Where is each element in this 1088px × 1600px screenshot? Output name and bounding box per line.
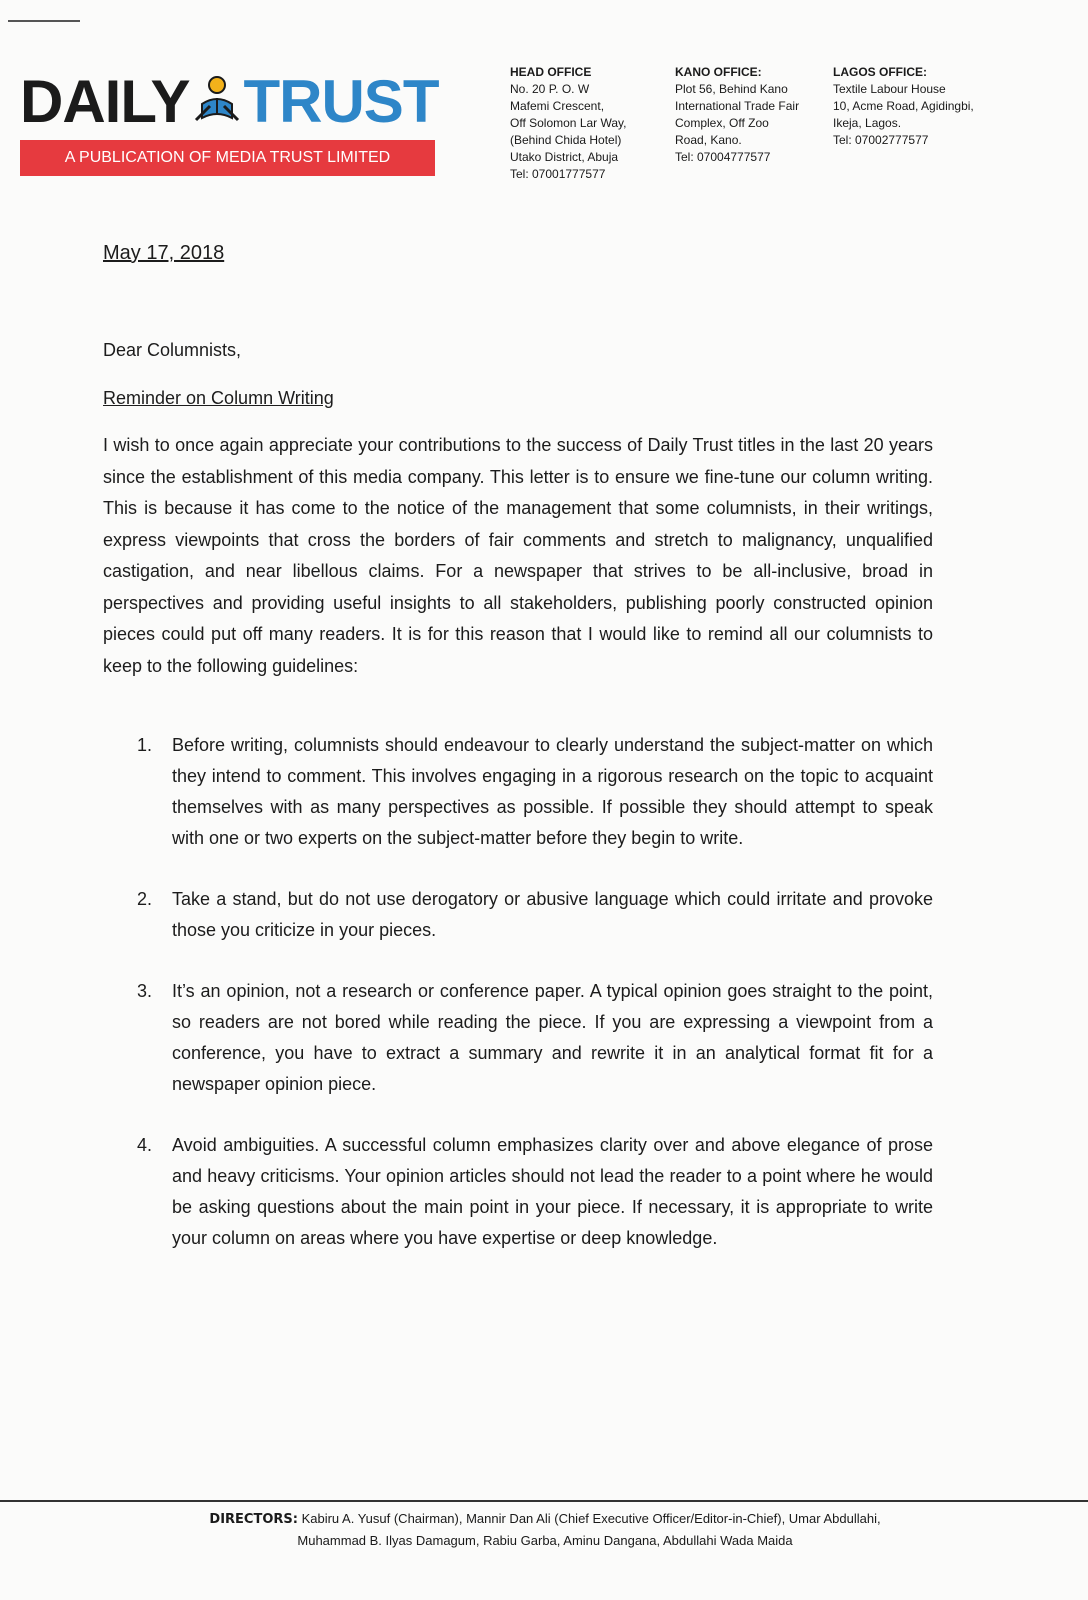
tagline-banner: A PUBLICATION OF MEDIA TRUST LIMITED [20, 140, 435, 176]
logo-trust-text: TRUST [243, 68, 439, 135]
guideline-item [137, 730, 933, 854]
directors-line-2: Muhammad B. Ilyas Damagum, Rabiu Garba, Aminu Dangana, Abdullahi Wada Maida [297, 1533, 793, 1548]
head-office-address [510, 64, 627, 183]
intro-paragraph: I wish to once again appreciate your contributions to the success of Daily Trust titles in the last 20 years since the establishment of this media company. This letter is to ensure we fine-tune our column writing. This is because it has come to the notice of the management that some columnists, in their writings, express viewpoints that cross the borders of fair comments and stretch to malignancy, unqualified castigation, and near libellous claims. For a newspaper that strives to be all-inclusive, broad in perspectives and providing useful insights to all stakeholders, publishing poorly constructed opinion pieces could put off many readers. It is for this reason that I would like to remind all our columnists to keep to the following guidelines: [103, 435, 933, 676]
address-line: Ikeja, Lagos. [833, 116, 902, 130]
guideline-text: Before writing, columnists should endeavour to clearly understand the subject-matter on which they intend to comment. This involves engaging in a rigorous research on the topic to acquaint themselves with as many perspectives as possible. If possible they should attempt to speak with one or two experts on the subject-matter before they begin to write. [172, 735, 933, 848]
address-line: Complex, Off Zoo [675, 116, 769, 130]
address-line: No. 20 P. O. W [510, 82, 590, 96]
address-line: Mafemi Crescent, [510, 99, 605, 113]
guidelines-list [137, 730, 933, 1254]
kano-office-address [675, 64, 799, 166]
guideline-item [137, 1130, 933, 1254]
guideline-number: 4. [137, 1135, 153, 1155]
address-line: Road, Kano. [675, 133, 742, 147]
office-title: LAGOS OFFICE: [833, 65, 927, 79]
office-title: KANO OFFICE: [675, 65, 762, 79]
guideline-text: It’s an opinion, not a research or conference paper. A typical opinion goes straight to the point, so readers are not bored while reading the piece. If you are expressing a viewpoint from a conference, you have to extract a summary and rewrite it in an analytical format fit for a newspaper opinion piece. [172, 981, 933, 1094]
address-line: (Behind Chida Hotel) [510, 133, 622, 147]
address-line: Utako District, Abuja [510, 150, 619, 164]
directors-label: DIRECTORS: [209, 1512, 298, 1527]
address-line: Off Solomon Lar Way, [510, 116, 627, 130]
address-line: International Trade Fair [675, 99, 800, 113]
directors-names-1: Kabiru A. Yusuf (Chairman), Mannir Dan Ali (Chief Executive Officer/Editor-in-Chief), Umar Abdullahi, [297, 1511, 881, 1526]
address-phone: Tel: 07001777577 [510, 167, 606, 181]
guideline-text: Avoid ambiguities. A successful column emphasizes clarity over and above elegance of prose and heavy criticisms. Your opinion articles should not lead the reader to a point where he would be asking questions about the main point in your piece. If necessary, it is appropriate to write your column on areas where you have expertise or deep knowledge. [172, 1135, 933, 1248]
office-title: HEAD OFFICE [510, 65, 592, 79]
directors-line-1 [80, 1508, 1010, 1530]
guideline-number: 3. [137, 981, 153, 1001]
logo-daily-text: DAILY [20, 68, 190, 135]
lagos-office-address [833, 64, 974, 149]
brand-header [20, 68, 440, 176]
salutation: Dear Columnists, [103, 340, 242, 360]
guideline-text: Take a stand, but do not use derogatory or abusive language which could irritate and provoke those you criticize in your pieces. [172, 889, 933, 940]
subject-heading: Reminder on Column Writing [103, 388, 334, 408]
guideline-number: 2. [137, 889, 153, 909]
address-phone: Tel: 07002777577 [833, 133, 929, 147]
guideline-item [137, 884, 933, 946]
logo [20, 68, 440, 135]
address-phone: Tel: 07004777577 [675, 150, 771, 164]
guideline-number: 1. [137, 735, 153, 755]
guideline-item [137, 976, 933, 1100]
reading-figure-icon [192, 74, 242, 124]
address-line: 10, Acme Road, Agidingbi, [833, 99, 974, 113]
letter-date: May 17, 2018 [103, 242, 225, 264]
directors-footer [80, 1508, 1010, 1551]
footer-rule [0, 1500, 1088, 1502]
address-line: Plot 56, Behind Kano [675, 82, 788, 96]
top-rule [8, 20, 80, 22]
address-line: Textile Labour House [833, 82, 946, 96]
